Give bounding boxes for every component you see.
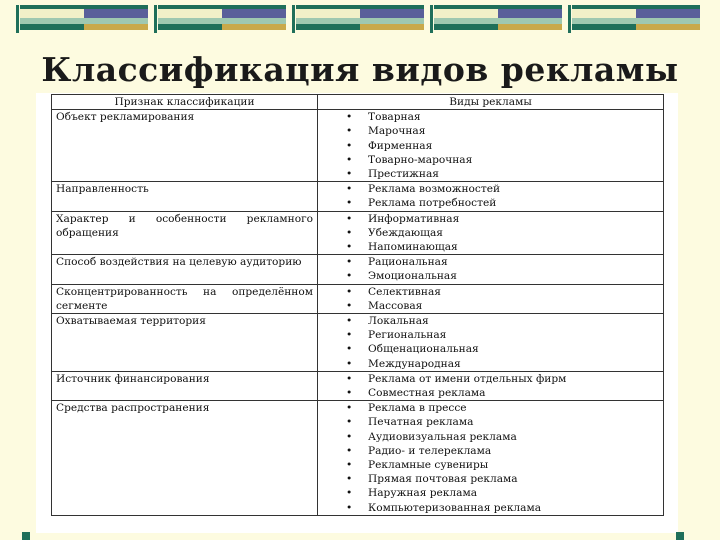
classification-criterion: Сконцентрированность на определённом сегменте [52, 284, 318, 313]
classification-criterion: Направленность [52, 182, 318, 211]
bullet-icon: • [346, 459, 353, 472]
bullet-icon: • [346, 197, 353, 210]
bullet-icon: • [346, 444, 353, 457]
scanned-table-image [36, 93, 678, 533]
bullet-icon: • [346, 357, 353, 370]
bullet-icon: • [346, 285, 353, 298]
bullet-icon: • [346, 168, 353, 181]
ad-types-cell [318, 284, 664, 313]
footer-marker [676, 532, 684, 540]
table-row [52, 284, 664, 313]
bullet-icon: • [346, 501, 353, 514]
header-decoration [158, 5, 286, 33]
table-row [52, 211, 664, 255]
list-item [322, 153, 659, 167]
ad-types-cell [318, 401, 664, 516]
list-item [322, 269, 659, 283]
classification-criterion: Охватываемая территория [52, 314, 318, 372]
list-item [322, 196, 659, 210]
list-item [322, 110, 659, 124]
list-item [322, 472, 659, 486]
ad-type-label: Международная [368, 357, 461, 370]
ad-type-label: Реклама возможностей [368, 183, 501, 196]
bullet-icon: • [346, 226, 353, 239]
bullet-icon: • [346, 473, 353, 486]
ad-types-list [322, 372, 659, 400]
bullet-icon: • [346, 402, 353, 415]
table-row [52, 401, 664, 516]
slide-title: Классификация видов рекламы [41, 50, 679, 89]
bullet-icon: • [346, 315, 353, 328]
table-row [52, 314, 664, 372]
ad-type-label: Информативная [368, 212, 460, 225]
ad-type-label: Общенациональная [368, 343, 479, 356]
list-item [322, 357, 659, 371]
ad-type-label: Товарно-марочная [368, 153, 473, 166]
ad-type-label: Марочная [368, 125, 426, 138]
list-item [322, 240, 659, 254]
ad-types-list [322, 255, 659, 283]
ad-type-label: Эмоциональная [368, 270, 457, 283]
classification-criterion: Способ воздействия на целевую аудиторию [52, 255, 318, 284]
list-item [322, 212, 659, 226]
classification-criterion: Средства распространения [52, 401, 318, 516]
table-row [52, 110, 664, 182]
list-item [322, 328, 659, 342]
ad-types-cell [318, 110, 664, 182]
bullet-icon: • [346, 329, 353, 342]
list-item [322, 139, 659, 153]
ad-type-label: Фирменная [368, 139, 433, 152]
list-item [322, 486, 659, 500]
ad-type-label: Реклама в прессе [368, 402, 467, 415]
table-body [52, 110, 664, 516]
bullet-icon: • [346, 487, 353, 500]
bullet-icon: • [346, 343, 353, 356]
header-decoration [434, 5, 562, 33]
bullet-icon: • [346, 372, 353, 385]
table-row [52, 182, 664, 211]
table-row [52, 255, 664, 284]
bullet-icon: • [346, 416, 353, 429]
list-item [322, 458, 659, 472]
ad-types-list [322, 314, 659, 371]
table-header-row [52, 95, 664, 110]
list-item [322, 401, 659, 415]
header-decoration [572, 5, 700, 33]
ad-type-label: Радио- и телереклама [368, 444, 492, 457]
ad-types-list [322, 285, 659, 313]
ad-types-cell [318, 211, 664, 255]
ad-type-label: Аудиовизуальная реклама [368, 430, 517, 443]
table-row [52, 371, 664, 400]
ad-types-list [322, 182, 659, 210]
bullet-icon: • [346, 125, 353, 138]
classification-criterion: Источник финансирования [52, 371, 318, 400]
bullet-icon: • [346, 430, 353, 443]
bullet-icon: • [346, 241, 353, 254]
ad-type-label: Селективная [368, 285, 441, 298]
ad-type-label: Региональная [368, 329, 447, 342]
ad-type-label: Печатная реклама [368, 416, 474, 429]
ad-types-list [322, 110, 659, 181]
bullet-icon: • [346, 270, 353, 283]
ad-type-label: Напоминающая [368, 241, 458, 254]
bullet-icon: • [346, 387, 353, 400]
classification-table [51, 94, 664, 516]
list-item [322, 342, 659, 356]
list-item [322, 430, 659, 444]
ad-type-label: Массовая [368, 299, 423, 312]
ad-type-label: Прямая почтовая реклама [368, 473, 518, 486]
bullet-icon: • [346, 256, 353, 269]
ad-type-label: Товарная [368, 111, 421, 124]
bullet-icon: • [346, 111, 353, 124]
ad-type-label: Локальная [368, 315, 429, 328]
ad-type-label: Реклама от имени отдельных фирм [368, 372, 567, 385]
column-header-types: Виды рекламы [318, 95, 664, 110]
list-item [322, 299, 659, 313]
ad-type-label: Совместная реклама [368, 387, 486, 400]
bullet-icon: • [346, 299, 353, 312]
ad-type-label: Наружная реклама [368, 487, 478, 500]
ad-types-cell [318, 255, 664, 284]
ad-types-cell [318, 182, 664, 211]
list-item [322, 444, 659, 458]
ad-types-cell [318, 314, 664, 372]
header-decoration [20, 5, 148, 33]
list-item [322, 182, 659, 196]
column-header-criterion: Признак классификации [52, 95, 318, 110]
ad-types-cell [318, 371, 664, 400]
ad-types-list [322, 401, 659, 515]
list-item [322, 285, 659, 299]
list-item [322, 386, 659, 400]
ad-type-label: Рекламные сувениры [368, 459, 489, 472]
list-item [322, 415, 659, 429]
list-item [322, 226, 659, 240]
header-decoration [296, 5, 424, 33]
footer-marker [22, 532, 30, 540]
bullet-icon: • [346, 153, 353, 166]
list-item [322, 167, 659, 181]
list-item [322, 501, 659, 515]
classification-criterion: Объект рекламирования [52, 110, 318, 182]
ad-type-label: Рациональная [368, 256, 448, 269]
bullet-icon: • [346, 212, 353, 225]
bullet-icon: • [346, 183, 353, 196]
ad-type-label: Компьютеризованная реклама [368, 501, 542, 514]
list-item [322, 124, 659, 138]
ad-type-label: Реклама потребностей [368, 197, 497, 210]
list-item [322, 372, 659, 386]
list-item [322, 314, 659, 328]
list-item [322, 255, 659, 269]
ad-type-label: Престижная [368, 168, 439, 181]
ad-types-list [322, 212, 659, 255]
classification-criterion: Характер и особенности рекламного обращения [52, 211, 318, 255]
bullet-icon: • [346, 139, 353, 152]
ad-type-label: Убеждающая [368, 226, 443, 239]
